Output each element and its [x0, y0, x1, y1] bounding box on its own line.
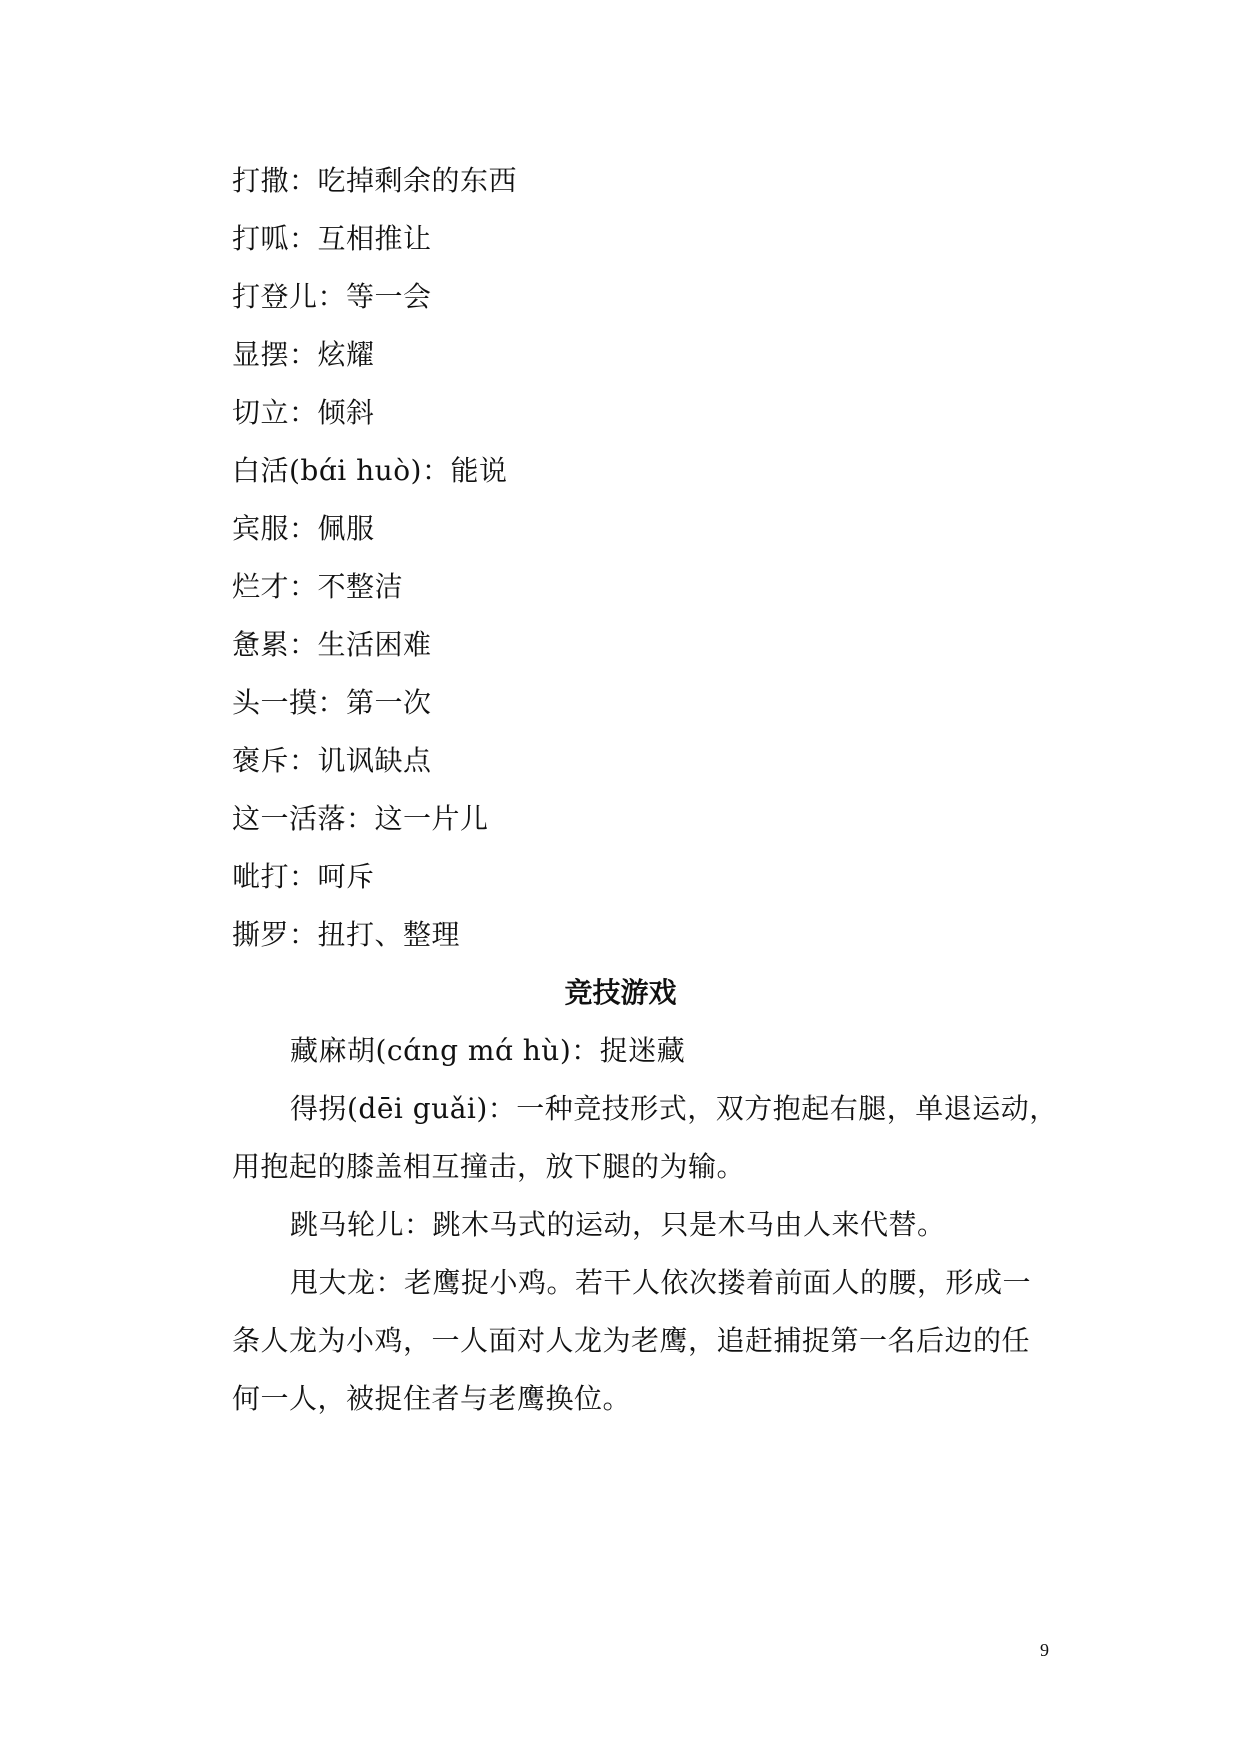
dialect-entry: 打登儿：等一会: [232, 280, 432, 313]
dialect-entry: 烂才：不整洁: [232, 570, 404, 603]
dialect-entry: 打撒：吃掉剩余的东西: [232, 164, 518, 197]
page-number: 9: [1040, 1640, 1049, 1660]
dialect-entry: 打呱：互相推让: [232, 222, 432, 255]
paragraph-line: 得拐(dēi guǎi)：一种竞技形式，双方抱起右腿，单退运动，: [290, 1092, 1058, 1125]
paragraph-line: 藏麻胡(cɑ́ng mɑ́ hù)：捉迷藏: [290, 1034, 686, 1067]
paragraph-line: 何一人，被捉住者与老鹰换位。: [232, 1382, 632, 1415]
dialect-entry: 白活(bɑ́i huò)：能说: [232, 454, 508, 487]
dialect-entry: 头一摸：第一次: [232, 686, 432, 719]
dialect-entry: 这一活落：这一片儿: [232, 802, 489, 835]
paragraph-line: 甩大龙：老鹰捉小鸡。若干人依次搂着前面人的腰，形成一: [290, 1266, 1032, 1299]
dialect-entry: 褒斥：讥讽缺点: [232, 744, 432, 777]
paragraph-line: 用抱起的膝盖相互撞击，放下腿的为输。: [232, 1150, 746, 1183]
dialect-entry: 呲打：呵斥: [232, 860, 375, 893]
section-heading: 竞技游戏: [564, 976, 677, 1009]
dialect-entry: 切立：倾斜: [232, 396, 375, 429]
dialect-entry: 惫累：生活困难: [232, 628, 432, 661]
paragraph-line: 跳马轮儿：跳木马式的运动，只是木马由人来代替。: [290, 1208, 946, 1241]
paragraph-line: 条人龙为小鸡，一人面对人龙为老鹰，追赶捕捉第一名后边的任: [232, 1324, 1031, 1357]
dialect-entry: 宾服：佩服: [232, 512, 375, 545]
dialect-entry: 显摆：炫耀: [232, 338, 375, 371]
dialect-entry: 撕罗：扭打、整理: [232, 918, 461, 951]
